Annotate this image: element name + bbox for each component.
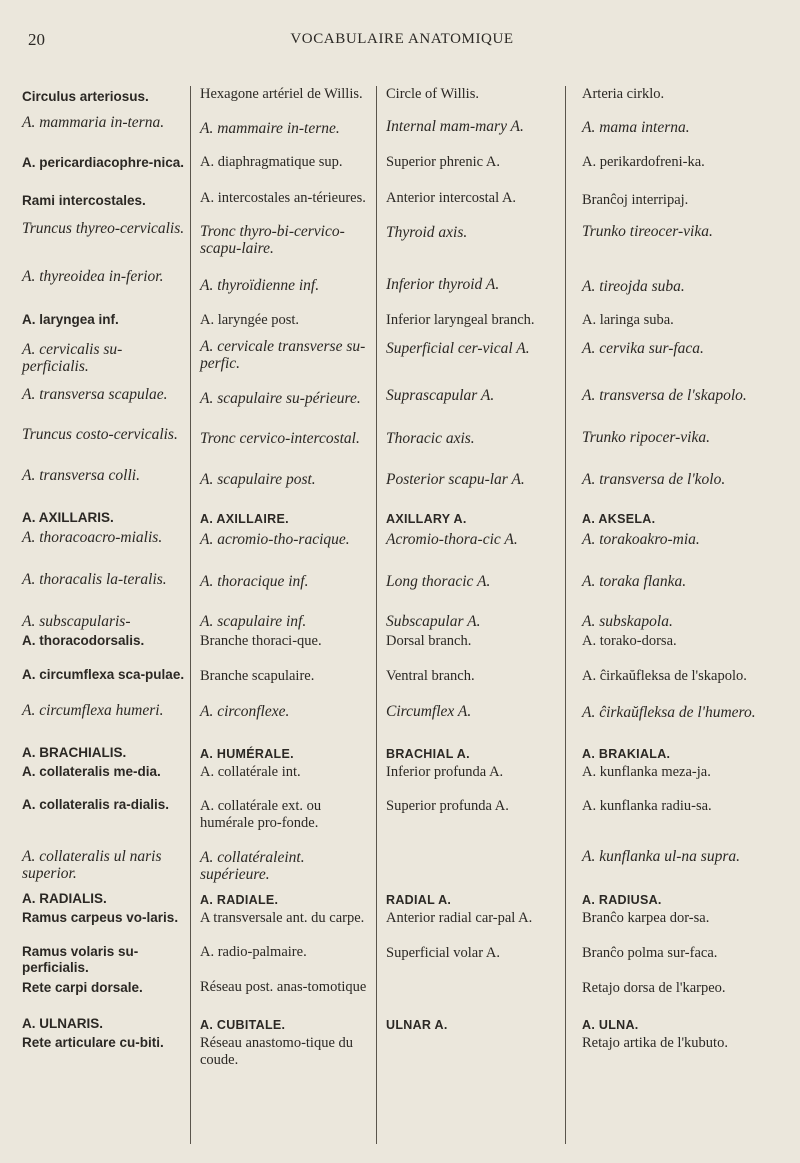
entry: A. tireojda suba. <box>582 278 685 295</box>
entry: Retajo artika de l'kubuto. <box>582 1035 728 1051</box>
french-column <box>200 86 372 1146</box>
entry: A. kunflanka ul-na supra. <box>582 848 740 865</box>
entry: A. thoracalis la-teralis. <box>22 571 167 588</box>
entry: Rete carpi dorsale. <box>22 980 143 995</box>
entry: Subscapular A. <box>386 613 481 630</box>
entry: A. transversa colli. <box>22 467 140 484</box>
entry: Truncus thyreo-cervicalis. <box>22 220 185 237</box>
entry: A. kunflanka radiu-sa. <box>582 798 712 814</box>
entry: Hexagone artériel de Willis. <box>200 86 363 102</box>
entry: Inferior profunda A. <box>386 764 504 780</box>
entry: Trunko ripocer-vika. <box>582 429 710 446</box>
entry: Dorsal branch. <box>386 633 472 649</box>
entry: A. BRACHIALIS. <box>22 745 127 760</box>
entry: A. laringa suba. <box>582 312 674 328</box>
entry: A. HUMÉRALE. <box>200 747 294 761</box>
entry: A. mammaire in-terne. <box>200 120 340 137</box>
latin-column <box>22 86 188 1146</box>
entry: Tronc thyro-bi-cervico-scapu-laire. <box>200 223 345 257</box>
entry: A transversale ant. du carpe. <box>200 910 365 926</box>
entry: A. collateralis ul naris superior. <box>22 848 162 882</box>
entry: A. cervika sur-faca. <box>582 340 704 357</box>
entry: Ventral branch. <box>386 668 475 684</box>
entry: Branĉoj interripaj. <box>582 192 689 208</box>
entry: A. mama interna. <box>582 119 690 136</box>
entry: A. cervicalis su-perficialis. <box>22 341 123 375</box>
entry: A. RADIUSA. <box>582 893 662 907</box>
entry: Anterior radial car-pal A. <box>386 910 533 926</box>
entry: A. ULNARIS. <box>22 1016 103 1031</box>
entry: A. subscapularis- <box>22 613 131 630</box>
entry: A. subskapola. <box>582 613 673 630</box>
entry: Arteria cirklo. <box>582 86 665 102</box>
entry: Thoracic axis. <box>386 430 475 447</box>
entry: A. collateralis me-dia. <box>22 764 161 779</box>
entry: A. transversa scapulae. <box>22 386 168 403</box>
entry: A. thyreoidea in-ferior. <box>22 268 164 285</box>
entry: Réseau post. anas-tomotique <box>200 979 367 995</box>
entry: A. torako-dorsa. <box>582 633 677 649</box>
entry: A. thoracique inf. <box>200 573 309 590</box>
entry: A. thoracodorsalis. <box>22 633 145 648</box>
entry: Ramus carpeus vo-laris. <box>22 910 179 925</box>
entry: Circulus arteriosus. <box>22 89 149 104</box>
entry: A. thyroïdienne inf. <box>200 277 320 294</box>
entry: Réseau anastomo-tique du coude. <box>200 1035 354 1068</box>
entry: A. scapulaire su-périeure. <box>200 390 361 407</box>
entry: A. circonflexe. <box>200 703 290 720</box>
entry: Branche scapulaire. <box>200 668 315 684</box>
entry: A. intercostales an-térieures. <box>200 190 366 206</box>
page-header <box>22 30 782 56</box>
page-number: 20 <box>28 30 45 49</box>
entry: A. circumflexa humeri. <box>22 702 164 719</box>
entry: Superficial cer-vical A. <box>386 340 530 357</box>
entry: A. transversa de l'skapolo. <box>582 387 747 404</box>
entry: A. scapulaire inf. <box>200 613 307 630</box>
entry: RADIAL A. <box>386 893 452 907</box>
entry: AXILLARY A. <box>386 512 467 526</box>
entry: Branĉo karpea dor-sa. <box>582 910 710 926</box>
entry: A. AKSELA. <box>582 512 656 526</box>
entry: ULNAR A. <box>386 1018 448 1032</box>
entry: A. kunflanka meza-ja. <box>582 764 711 780</box>
entry: Long thoracic A. <box>386 573 491 590</box>
entry: A. perikardofreni-ka. <box>582 154 705 170</box>
english-column <box>386 86 564 1146</box>
entry: A. laryngea inf. <box>22 312 119 327</box>
entry: Inferior laryngeal branch. <box>386 312 535 328</box>
entry: A. AXILLAIRE. <box>200 512 289 526</box>
entry: A. mammaria in-terna. <box>22 114 165 131</box>
entry: A. collatérale int. <box>200 764 301 780</box>
entry: Internal mam-mary A. <box>386 118 524 135</box>
entry: Inferior thyroid A. <box>386 276 500 293</box>
entry: Truncus costo-cervicalis. <box>22 426 178 443</box>
entry: A. BRAKIALA. <box>582 747 671 761</box>
entry: Ramus volaris su-perficialis. <box>22 944 139 975</box>
entry: Acromio-thora-cic A. <box>386 531 518 548</box>
entry: A. ULNA. <box>582 1018 639 1032</box>
entry: A. acromio-tho-racique. <box>200 531 350 548</box>
entry: Branche thoraci-que. <box>200 633 322 649</box>
entry: Circle of Willis. <box>386 86 479 102</box>
entry: A. collateralis ra-dialis. <box>22 797 170 812</box>
entry: A. ĉirkaŭfleksa de l'humero. <box>582 704 756 721</box>
entry: Trunko tireocer-vika. <box>582 223 713 240</box>
entry: A. ĉirkaŭfleksa de l'skapolo. <box>582 668 747 684</box>
entry: A. toraka flanka. <box>582 573 687 590</box>
running-title: VOCABULAIRE ANATOMIQUE <box>290 31 514 47</box>
entry: Tronc cervico-intercostal. <box>200 430 360 447</box>
entry: A. cervicale transverse su-perfic. <box>200 338 366 372</box>
entry: Suprascapular A. <box>386 387 495 404</box>
entry: A. thoracoacro-mialis. <box>22 529 163 546</box>
entry: Superior profunda A. <box>386 798 509 814</box>
entry: Posterior scapu-lar A. <box>386 471 525 488</box>
entry: A. diaphragmatique sup. <box>200 154 343 170</box>
entry: A. RADIALE. <box>200 893 279 907</box>
entry: A. pericardiacophre-nica. <box>22 155 185 170</box>
entry: Thyroid axis. <box>386 224 468 241</box>
entry: Anterior intercostal A. <box>386 190 517 206</box>
entry: A. CUBITALE. <box>200 1018 286 1032</box>
entry: A. radio-palmaire. <box>200 944 307 960</box>
entry: A. laryngée post. <box>200 312 300 328</box>
entry: Superficial volar A. <box>386 945 500 961</box>
entry: A. AXILLARIS. <box>22 510 114 525</box>
entry: Rami intercostales. <box>22 193 146 208</box>
entry: Retajo dorsa de l'karpeo. <box>582 980 726 996</box>
entry: A. collatérale ext. ou humérale pro-fonde. <box>200 798 322 831</box>
entry: Branĉo polma sur-faca. <box>582 945 718 961</box>
entry: A. transversa de l'kolo. <box>582 471 726 488</box>
entry: A. circumflexa sca-pulae. <box>22 667 185 682</box>
entry: A. collatéraleint. supérieure. <box>200 849 305 883</box>
entry: Superior phrenic A. <box>386 154 500 170</box>
entry: Circumflex A. <box>386 703 472 720</box>
entry: A. torakoakro-mia. <box>582 531 700 548</box>
vocabulary-table <box>22 86 782 1146</box>
esperanto-column <box>582 86 772 1146</box>
entry: Rete articulare cu-biti. <box>22 1035 164 1050</box>
entry: A. RADIALIS. <box>22 891 107 906</box>
entry: A. scapulaire post. <box>200 471 316 488</box>
entry: BRACHIAL A. <box>386 747 470 761</box>
